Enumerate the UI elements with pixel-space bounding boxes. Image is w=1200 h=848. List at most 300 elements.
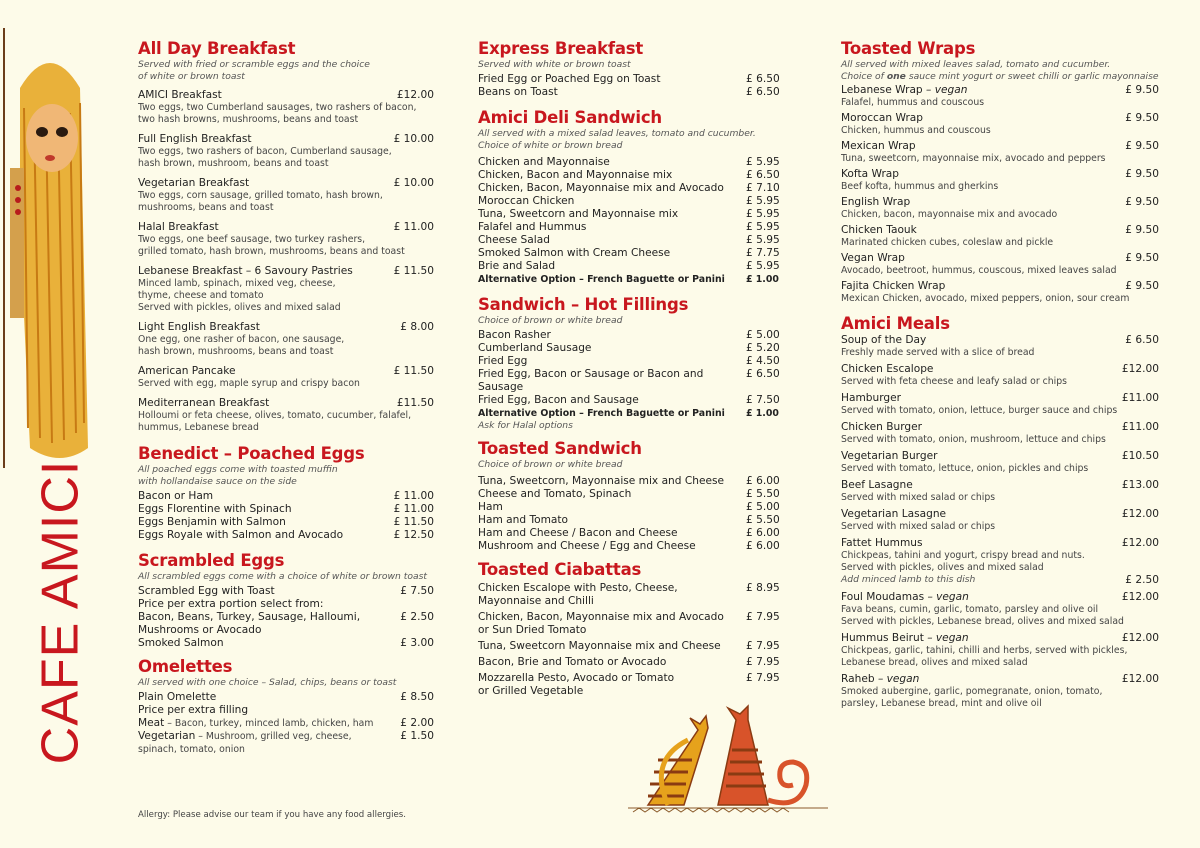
- menu-item-row: [478, 475, 794, 488]
- item-name: [841, 334, 1125, 347]
- item-name: Tuna, Sweetcorn, Mayonnaise mix and Cheese: [478, 475, 725, 487]
- item-name: Light English Breakfast: [138, 321, 260, 333]
- menu-item: [841, 112, 1159, 137]
- section-title: Toasted Sandwich: [478, 439, 642, 458]
- section-subtitle: Choice of brown or white bread: [478, 315, 623, 326]
- item-name: [138, 704, 434, 717]
- item-name-main: Mexican Wrap: [841, 140, 916, 152]
- item-name: [841, 632, 1122, 645]
- menu-item: [138, 265, 434, 314]
- item-price: £ 6.50: [746, 169, 780, 181]
- item-name: American Pancake: [138, 365, 236, 377]
- item-price: £ 5.95: [746, 156, 780, 168]
- item-description: Tuna, sweetcorn, mayonnaise mix, avocado and peppers: [841, 153, 1106, 164]
- item-price: £ 6.00: [746, 475, 780, 487]
- item-price: £ 3.00: [400, 637, 434, 649]
- item-name: [841, 392, 1122, 405]
- item-name: Eggs Royale with Salmon and Avocado: [138, 529, 344, 541]
- item-description: Served with mixed salad or chips: [841, 521, 996, 532]
- menu-item: [841, 632, 1159, 669]
- item-name: Bacon or Ham: [138, 490, 214, 502]
- menu-item: [841, 252, 1159, 277]
- item-name-main: Vegetarian Lasagne: [841, 508, 947, 520]
- section-subtitle: Served with fried or scramble eggs and the choice of white or brown toast: [138, 59, 370, 82]
- item-price: £ 5.50: [746, 514, 780, 526]
- item-name: Bacon, Brie and Tomato or Avocado: [478, 656, 667, 668]
- menu-item-row: [841, 479, 1159, 492]
- item-price: £ 6.50: [746, 86, 780, 98]
- item-name: Fried Egg or Poached Egg on Toast: [478, 73, 661, 85]
- item-price: £ 6.50: [1125, 334, 1159, 346]
- section-subtitle: All served with one choice – Salad, chips, beans or toast: [138, 677, 397, 688]
- menu-item-row: [841, 632, 1159, 645]
- item-description: hummus, Lebanese bread: [138, 422, 259, 433]
- item-price: £12.00: [1121, 591, 1159, 603]
- item-description: grilled tomato, hash brown, mushrooms, beans and toast: [138, 246, 405, 257]
- item-description: Chicken, hummus and couscous: [841, 125, 991, 136]
- item-price: £ 5.95: [746, 195, 780, 207]
- item-price: £ 6.50: [746, 73, 780, 85]
- item-price: £ 8.00: [400, 321, 434, 333]
- item-description: Served with feta cheese and leafy salad or chips: [841, 376, 1067, 387]
- item-price: £ 5.50: [746, 488, 780, 500]
- item-price: £ 11.50: [393, 516, 434, 528]
- item-extra: – Mushroom, grilled veg, cheese,: [195, 731, 352, 742]
- item-name: [841, 363, 1122, 376]
- item-name: [841, 591, 1122, 604]
- menu-item-row: [478, 514, 794, 527]
- item-description: Holloumi or feta cheese, olives, tomato, cucumber, falafel,: [138, 410, 412, 421]
- item-description: Lebanese bread, olives and mixed salad: [841, 657, 1028, 668]
- menu-item: [841, 673, 1159, 710]
- item-name: AMICI Breakfast: [138, 89, 222, 101]
- menu-item: [138, 321, 434, 358]
- menu-item-row: [478, 488, 794, 501]
- item-price: £ 9.50: [1125, 252, 1159, 264]
- item-price: £ 2.00: [400, 717, 434, 729]
- item-name: Mediterranean Breakfast: [138, 397, 270, 409]
- item-name: Chicken, Bacon, Mayonnaise mix and Avocado: [478, 182, 724, 194]
- menu-item: [841, 84, 1159, 109]
- menu-item: [138, 365, 434, 390]
- menu-item: [478, 640, 794, 653]
- section-title: Sandwich – Hot Fillings: [478, 295, 689, 314]
- item-price: £ 9.50: [1125, 84, 1159, 96]
- item-name: Cheese Salad: [478, 234, 550, 246]
- alternative-option: Alternative Option – French Baguette or Panini £ 1.00: [478, 408, 779, 419]
- item-price: £ 7.95: [746, 640, 780, 652]
- item-name: Brie and Salad: [478, 260, 556, 272]
- menu-item-row: [841, 392, 1159, 405]
- menu-item-row: [478, 342, 794, 355]
- item-description: Served with pickles, olives and mixed salad: [841, 562, 1044, 573]
- item-name: Ham and Tomato: [478, 514, 569, 526]
- section-title: Toasted Ciabattas: [478, 560, 642, 579]
- menu-item-row: [138, 503, 434, 516]
- item-description: Served with egg, maple syrup and crispy bacon: [138, 378, 360, 389]
- item-name: [138, 730, 400, 743]
- item-price: £ 7.10: [746, 182, 780, 194]
- menu-item-row: [841, 508, 1159, 521]
- item-price: £ 9.50: [1125, 280, 1159, 292]
- item-name-main: Vegetarian Burger: [841, 450, 938, 462]
- item-name-main: Meat: [138, 717, 165, 729]
- menu-item-row: [478, 195, 794, 208]
- menu-item: [841, 196, 1159, 221]
- cats-illustration: [628, 700, 828, 820]
- item-name-main: Fattet Hummus: [841, 537, 923, 549]
- item-price: £11.00: [1121, 421, 1159, 433]
- item-price: £ 6.00: [746, 527, 780, 539]
- item-name: Bacon Rasher: [478, 329, 551, 341]
- item-price: £12.00: [1121, 673, 1159, 685]
- item-description: Served with tomato, onion, mushroom, lettuce and chips: [841, 434, 1106, 445]
- menu-item-row: [478, 582, 794, 595]
- item-price: £ 5.95: [746, 208, 780, 220]
- item-price: £12.00: [1121, 632, 1159, 644]
- column-sandwiches: [478, 38, 794, 701]
- item-name: Ham: [478, 501, 503, 513]
- menu-item-row: [841, 112, 1159, 125]
- halal-note: Ask for Halal options: [478, 420, 573, 431]
- item-name: Chicken Escalope with Pesto, Cheese,: [478, 582, 678, 594]
- item-description: parsley, Lebanese bread, mint and olive oil: [841, 698, 1042, 709]
- menu-item-row: [138, 611, 434, 624]
- item-price: £ 6.00: [746, 540, 780, 552]
- menu-item-row: [478, 355, 794, 368]
- item-name-main: Vegan Wrap: [841, 252, 905, 264]
- item-name: [841, 196, 1125, 209]
- menu-item-row: [841, 196, 1159, 209]
- section-subtitle: All served with mixed leaves salad, tomato and cucumber. Choice of one sauce mint yogurt or sweet chilli or garlic mayonnaise: [841, 59, 1159, 82]
- menu-item-row: [478, 540, 794, 553]
- item-price: £ 1.50: [400, 730, 434, 742]
- section-subtitle: All served with a mixed salad leaves, tomato and cucumber. Choice of white or brown bread: [478, 128, 756, 151]
- menu-item-row: [478, 672, 794, 685]
- item-price: £ 11.50: [393, 365, 434, 377]
- item-name: [841, 252, 1125, 265]
- menu-item: [841, 168, 1159, 193]
- menu-item-row: [841, 450, 1159, 463]
- item-name-main: Chicken Escalope: [841, 363, 934, 375]
- item-name: [138, 717, 400, 730]
- item-name: Moroccan Chicken: [478, 195, 575, 207]
- item-name-cont: Mayonnaise and Chilli: [478, 595, 594, 607]
- menu-item-row: [841, 537, 1159, 550]
- menu-item-row: [478, 394, 794, 407]
- item-price: £ 8.95: [746, 582, 780, 594]
- menu-item-row: [841, 363, 1159, 376]
- menu-item-row: [478, 234, 794, 247]
- item-description: two hash browns, mushrooms, beans and toast: [138, 114, 359, 125]
- svg-text:CAFE AMICI: CAFE AMICI: [34, 462, 90, 762]
- item-name: Vegetarian Breakfast: [138, 177, 250, 189]
- item-name-main: Hamburger: [841, 392, 901, 404]
- item-description: Beef kofta, hummus and gherkins: [841, 181, 999, 192]
- item-price: £ 7.95: [746, 656, 780, 668]
- section-subtitle: All scrambled eggs come with a choice of white or brown toast: [138, 571, 428, 582]
- menu-item: [478, 611, 794, 637]
- item-name-main: Price per extra filling: [138, 704, 249, 716]
- item-name: Cheese and Tomato, Spinach: [478, 488, 632, 500]
- menu-item-row: [478, 640, 794, 653]
- item-price: £ 5.95: [746, 234, 780, 246]
- item-price: £ 9.50: [1125, 168, 1159, 180]
- item-name-line2: [478, 595, 794, 608]
- item-price: £ 9.50: [1125, 224, 1159, 236]
- menu-item: [841, 392, 1159, 417]
- item-name: [841, 673, 1122, 686]
- menu-item: [478, 582, 794, 608]
- menu-item-row: [478, 221, 794, 234]
- menu-item: [478, 656, 794, 669]
- menu-item-row: [478, 611, 794, 624]
- item-price: £ 9.50: [1125, 196, 1159, 208]
- menu-item: [841, 591, 1159, 628]
- menu-item: [841, 140, 1159, 165]
- item-description: Served with pickles, olives and mixed salad: [138, 302, 341, 313]
- menu-item: [841, 280, 1159, 305]
- section-title: All Day Breakfast: [138, 39, 296, 58]
- menu-item: [841, 421, 1159, 446]
- item-price: £ 9.50: [1125, 140, 1159, 152]
- item-price: £ 5.00: [746, 501, 780, 513]
- item-name: Chicken, Bacon, Mayonnaise mix and Avocado: [478, 611, 724, 623]
- item-description: Served with tomato, lettuce, onion, pickles and chips: [841, 463, 1089, 474]
- item-name-main: Raheb: [841, 673, 875, 685]
- item-name: Scrambled Egg with Toast: [138, 585, 275, 597]
- item-description: Freshly made served with a slice of bread: [841, 347, 1035, 358]
- menu-item-row: [138, 516, 434, 529]
- item-name: [841, 168, 1125, 181]
- item-price: £ 6.50: [746, 368, 780, 380]
- menu-item: [138, 177, 434, 214]
- menu-item: [841, 224, 1159, 249]
- vegan-tag: – vegan: [922, 84, 968, 96]
- item-price: £ 7.75: [746, 247, 780, 259]
- item-name-main: Chicken Burger: [841, 421, 922, 433]
- menu-item-row: [138, 490, 434, 503]
- menu-item-row: [841, 421, 1159, 434]
- item-name: Chicken and Mayonnaise: [478, 156, 610, 168]
- menu-item-row: [138, 133, 434, 146]
- section-title: Omelettes: [138, 657, 233, 676]
- item-price: £ 5.95: [746, 221, 780, 233]
- item-price: £ 11.50: [393, 265, 434, 277]
- menu-item: [138, 397, 434, 434]
- item-name: Ham and Cheese / Bacon and Cheese: [478, 527, 678, 539]
- item-name: Tuna, Sweetcorn and Mayonnaise mix: [478, 208, 679, 220]
- item-name: Chicken, Bacon and Mayonnaise mix: [478, 169, 673, 181]
- item-name-line2: [478, 624, 794, 637]
- item-name-cont: or Sun Dried Tomato: [478, 624, 587, 636]
- menu-item-row: [138, 365, 434, 378]
- item-description: Two eggs, two Cumberland sausages, two rashers of bacon,: [138, 102, 417, 113]
- item-description: Two eggs, one beef sausage, two turkey rashers,: [138, 234, 366, 245]
- item-description: Two eggs, two rashers of bacon, Cumberland sausage,: [138, 146, 392, 157]
- item-name: Falafel and Hummus: [478, 221, 587, 233]
- item-name-main: Kofta Wrap: [841, 168, 900, 180]
- menu-item-row: [478, 247, 794, 260]
- menu-item: [841, 537, 1159, 587]
- menu-item-row: [841, 168, 1159, 181]
- item-description: Served with tomato, onion, lettuce, burger sauce and chips: [841, 405, 1118, 416]
- item-price: £ 7.50: [746, 394, 780, 406]
- menu-item-row: [138, 691, 434, 704]
- item-description: Chickpeas, garlic, tahini, chilli and herbs, served with pickles,: [841, 645, 1128, 656]
- menu-item-row: [138, 221, 434, 234]
- item-name: Mushroom and Cheese / Egg and Cheese: [478, 540, 696, 552]
- item-name: Lebanese Breakfast – 6 Savoury Pastries: [138, 265, 353, 277]
- item-name: Smoked Salmon: [138, 637, 224, 649]
- menu-item-row: [478, 527, 794, 540]
- menu-item: [841, 334, 1159, 359]
- item-price: £ 5.95: [746, 260, 780, 272]
- item-price: £ 7.95: [746, 672, 780, 684]
- item-name: Fried Egg: [478, 355, 528, 367]
- menu-item: [841, 479, 1159, 504]
- item-description: Served with mixed salad or chips: [841, 492, 996, 503]
- item-description: Marinated chicken cubes, coleslaw and pickle: [841, 237, 1054, 248]
- item-name-main: Fajita Chicken Wrap: [841, 280, 946, 292]
- item-extra: – Bacon, turkey, minced lamb, chicken, ham: [164, 718, 374, 729]
- item-description: Two eggs, corn sausage, grilled tomato, hash brown,: [138, 190, 383, 201]
- menu-item-row: [138, 265, 434, 278]
- menu-item-row: [138, 704, 434, 717]
- section-title: Express Breakfast: [478, 39, 644, 58]
- lamb-addon-note: Add minced lamb to this dish: [841, 574, 976, 585]
- section-title: Amici Meals: [841, 314, 950, 333]
- item-name-cont: or Grilled Vegetable: [478, 685, 584, 697]
- item-name: [841, 224, 1125, 237]
- menu-item: [138, 221, 434, 258]
- menu-item-row: [138, 598, 434, 611]
- menu-item: [138, 89, 434, 126]
- item-name: Halal Breakfast: [138, 221, 219, 233]
- item-name-main: Hummus Beirut: [841, 632, 924, 644]
- section-subtitle: Served with white or brown toast: [478, 59, 631, 70]
- item-name-main: Moroccan Wrap: [841, 112, 924, 124]
- item-name: Smoked Salmon with Cream Cheese: [478, 247, 671, 259]
- item-name: [841, 112, 1125, 125]
- menu-item-row: [478, 182, 794, 195]
- item-name-main: Beef Lasagne: [841, 479, 913, 491]
- item-name: [138, 691, 400, 704]
- menu-item-row: [138, 89, 434, 102]
- item-price: £ 4.50: [746, 355, 780, 367]
- vegan-tag: – vegan: [924, 591, 969, 603]
- menu-item-row: [478, 156, 794, 169]
- lamb-addon-price: £ 2.50: [1125, 574, 1159, 586]
- menu-item-row: [841, 591, 1159, 604]
- item-name: [841, 508, 1122, 521]
- menu-item-row: [841, 140, 1159, 153]
- brand-logo: [34, 462, 94, 762]
- menu-item-row: [478, 501, 794, 514]
- menu-item-row: [138, 730, 434, 743]
- item-description: hash brown, mushroom, beans and toast: [138, 158, 329, 169]
- item-extra: spinach, tomato, onion: [138, 744, 245, 755]
- menu-item-row: [478, 656, 794, 669]
- section-title: Amici Deli Sandwich: [478, 108, 662, 127]
- menu-item-row: [478, 208, 794, 221]
- menu-item-row: [478, 73, 794, 86]
- alternative-option: Alternative Option – French Baguette or Panini £ 1.00: [478, 274, 779, 285]
- item-description: hash brown, mushrooms, beans and toast: [138, 346, 334, 357]
- item-description: Served with pickles, Lebanese bread, olives and mixed salad: [841, 616, 1124, 627]
- item-name: Price per extra portion select from:: [138, 598, 324, 610]
- item-name: [841, 537, 1122, 550]
- menu-item-row: [478, 368, 794, 394]
- menu-item-row: [138, 717, 434, 730]
- menu-item-row: [478, 329, 794, 342]
- item-name: [841, 450, 1122, 463]
- item-name: [138, 743, 434, 756]
- item-name-main: English Wrap: [841, 196, 911, 208]
- item-name: [841, 479, 1122, 492]
- item-price: £ 7.50: [400, 585, 434, 597]
- menu-item-row: [138, 321, 434, 334]
- item-name: Mozzarella Pesto, Avocado or Tomato: [478, 672, 675, 684]
- vegan-tag: – vegan: [874, 673, 920, 685]
- item-name-main: Vegetarian: [138, 730, 196, 742]
- item-name: Beans on Toast: [478, 86, 558, 98]
- section-title: Toasted Wraps: [841, 39, 976, 58]
- menu-item-row: [138, 529, 434, 542]
- item-price: £11.50: [396, 397, 434, 409]
- section-title: Scrambled Eggs: [138, 551, 285, 570]
- menu-item-row: [138, 397, 434, 410]
- item-name: Eggs Benjamin with Salmon: [138, 516, 286, 528]
- item-description: Falafel, hummus and couscous: [841, 97, 985, 108]
- item-name: Cumberland Sausage: [478, 342, 592, 354]
- item-price: £ 8.50: [400, 691, 434, 703]
- item-name-main: Soup of the Day: [841, 334, 927, 346]
- item-description: One egg, one rasher of bacon, one sausage,: [138, 334, 345, 345]
- section-subtitle: Choice of brown or white bread: [478, 459, 623, 470]
- menu-item: [841, 508, 1159, 533]
- section-subtitle: All poached eggs come with toasted muffin with hollandaise sauce on the side: [138, 464, 338, 487]
- item-price: £ 11.00: [393, 503, 434, 515]
- item-name: [841, 140, 1125, 153]
- column-breakfast: [138, 38, 434, 756]
- item-name-main: Plain Omelette: [138, 691, 217, 703]
- item-price: £10.50: [1121, 450, 1159, 462]
- item-price: £12.00: [396, 89, 434, 101]
- item-price: £12.00: [1121, 508, 1159, 520]
- item-name: Tuna, Sweetcorn Mayonnaise mix and Cheese: [478, 640, 721, 652]
- item-name-main: Lebanese Wrap: [841, 84, 923, 96]
- girl-illustration: [0, 28, 90, 468]
- item-description: Chicken, bacon, mayonnaise mix and avocado: [841, 209, 1058, 220]
- menu-item: [841, 363, 1159, 388]
- item-price: £ 5.20: [746, 342, 780, 354]
- menu-item-row: [841, 252, 1159, 265]
- item-name: Eggs Florentine with Spinach: [138, 503, 292, 515]
- item-price: £ 11.00: [393, 221, 434, 233]
- menu-item-row: [478, 169, 794, 182]
- item-description: Fava beans, cumin, garlic, tomato, parsley and olive oil: [841, 604, 1099, 615]
- item-description: Minced lamb, spinach, mixed veg, cheese,: [138, 278, 336, 289]
- item-name: [841, 84, 1125, 97]
- item-name: [841, 421, 1122, 434]
- item-price: £ 11.00: [393, 490, 434, 502]
- vegan-tag: – vegan: [923, 632, 969, 644]
- item-price: £ 9.50: [1125, 112, 1159, 124]
- item-price: £ 7.95: [746, 611, 780, 623]
- item-description: mushrooms, beans and toast: [138, 202, 274, 213]
- menu-item-row: [138, 743, 434, 756]
